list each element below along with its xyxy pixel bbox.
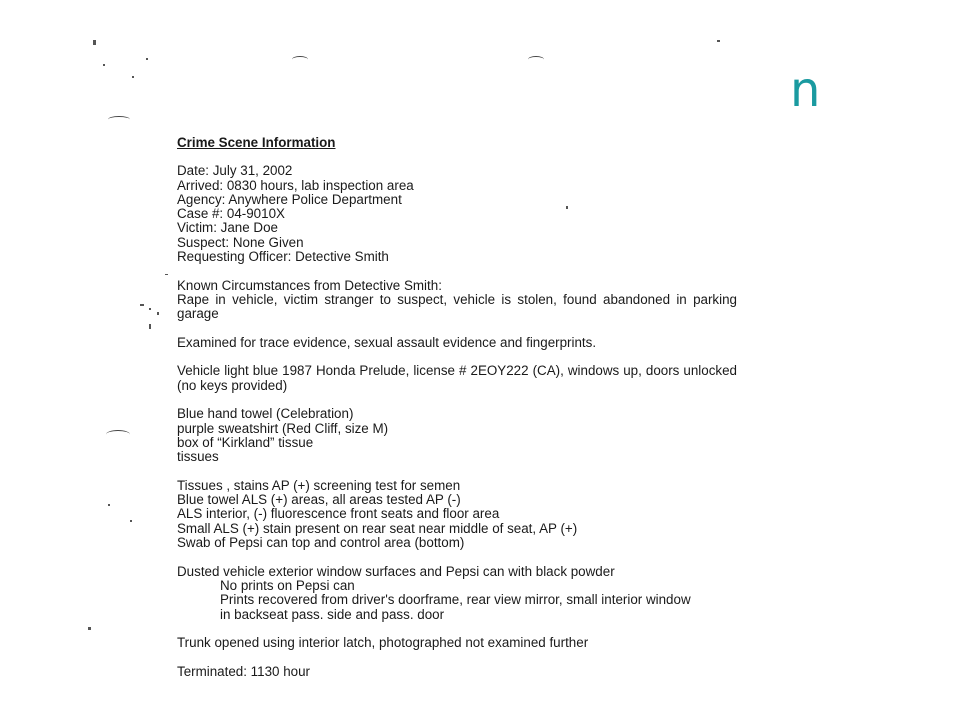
result-line: Small ALS (+) stain present on rear seat near middle of seat, AP (+) bbox=[177, 520, 578, 536]
dusted-line: Prints recovered from driver's doorframe, rear view mirror, small interior window bbox=[220, 592, 691, 608]
header-line-case: Case #: 04-9010X bbox=[177, 206, 285, 222]
dusted-heading: Dusted vehicle exterior window surfaces and Pepsi can with black powder bbox=[177, 563, 615, 579]
header-line-victim: Victim: Jane Doe bbox=[177, 220, 278, 236]
header-line-arrived: Arrived: 0830 hours, lab inspection area bbox=[177, 177, 414, 193]
examined-line: Examined for trace evidence, sexual assault evidence and fingerprints. bbox=[177, 334, 597, 350]
scan-mark bbox=[528, 56, 544, 63]
item-line: Blue hand towel (Celebration) bbox=[177, 406, 354, 422]
result-line: ALS interior, (-) fluorescence front seats and floor area bbox=[177, 506, 500, 522]
corner-letter: n bbox=[790, 62, 821, 118]
result-line: Swab of Pepsi can top and control area (bottom) bbox=[177, 535, 465, 551]
scan-mark bbox=[93, 40, 96, 45]
item-line: tissues bbox=[177, 449, 219, 465]
scan-mark bbox=[108, 504, 110, 506]
result-line: Tissues , stains AP (+) screening test for semen bbox=[177, 477, 461, 493]
item-line: purple sweatshirt (Red Cliff, size M) bbox=[177, 420, 389, 436]
document-title: Crime Scene Information bbox=[177, 135, 336, 150]
scan-mark bbox=[292, 56, 308, 63]
scan-mark bbox=[149, 324, 151, 329]
scan-mark bbox=[132, 76, 134, 78]
circumstances-heading: Known Circumstances from Detective Smith: bbox=[177, 277, 442, 293]
scan-mark bbox=[140, 304, 144, 306]
circumstances-text: Rape in vehicle, victim stranger to suspect, vehicle is stolen, found abandoned in parking garage bbox=[177, 291, 737, 322]
scan-mark bbox=[130, 520, 132, 522]
scan-mark bbox=[88, 627, 91, 630]
header-line-officer: Requesting Officer: Detective Smith bbox=[177, 249, 389, 265]
trunk-line: Trunk opened using interior latch, photographed not examined further bbox=[177, 635, 589, 651]
dusted-line: No prints on Pepsi can bbox=[220, 577, 355, 593]
scan-mark bbox=[108, 116, 130, 123]
header-line-suspect: Suspect: None Given bbox=[177, 234, 304, 250]
scan-mark bbox=[106, 430, 130, 439]
header-line-agency: Agency: Anywhere Police Department bbox=[177, 191, 402, 207]
result-line: Blue towel ALS (+) areas, all areas tested AP (-) bbox=[177, 492, 461, 508]
scan-mark bbox=[157, 312, 159, 315]
scan-mark bbox=[149, 308, 151, 310]
vehicle-text: Vehicle light blue 1987 Honda Prelude, license # 2EOY222 (CA), windows up, doors unlocked (no keys provided) bbox=[177, 363, 737, 393]
header-line-date: Date: July 31, 2002 bbox=[177, 163, 293, 179]
item-line: box of “Kirkland” tissue bbox=[177, 434, 314, 450]
scan-mark bbox=[165, 274, 168, 275]
scanned-document bbox=[177, 136, 737, 679]
scan-mark bbox=[146, 58, 148, 60]
scan-mark bbox=[103, 64, 105, 66]
terminated-line: Terminated: 1130 hour bbox=[177, 663, 310, 679]
scan-mark bbox=[717, 40, 720, 42]
dusted-line: in backseat pass. side and pass. door bbox=[220, 606, 445, 622]
